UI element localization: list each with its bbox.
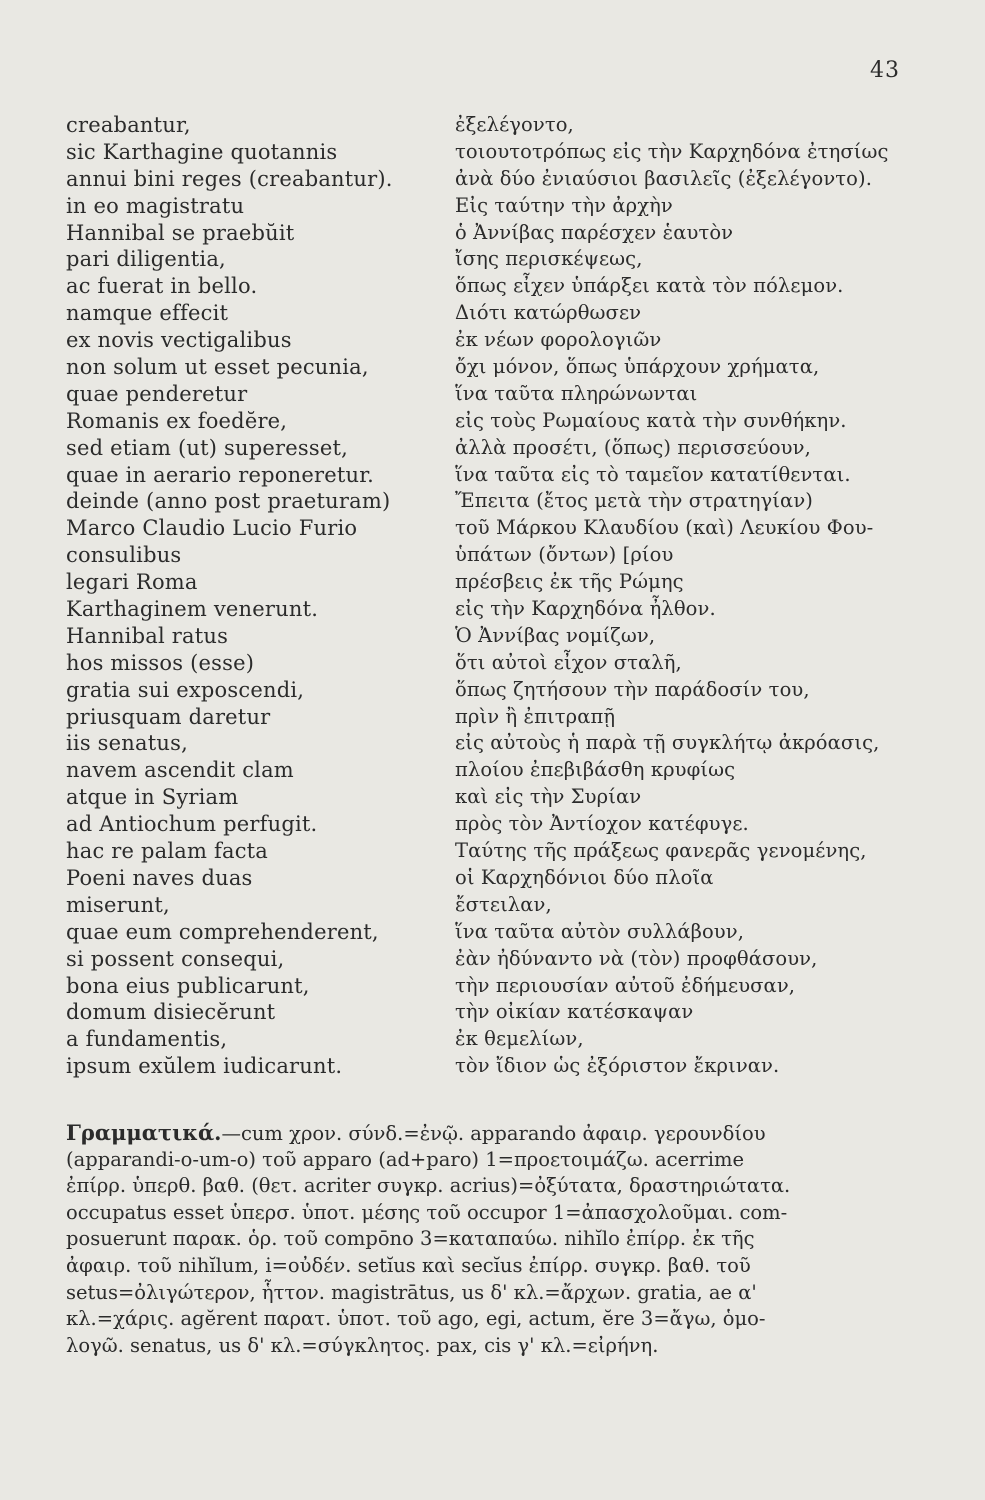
greek-line: ἐὰν ἠδύναντο νὰ (τὸν) προφθάσουν, — [455, 946, 818, 970]
latin-line: bona eius publicarunt, — [66, 973, 310, 998]
grammar-line — [66, 1120, 946, 1147]
latin-line: quae in aerario reponeretur. — [66, 462, 375, 487]
greek-line: πρὶν ἢ ἐπιτραπῇ — [455, 704, 616, 728]
greek-line: ἔστειλαν, — [455, 892, 552, 916]
latin-column — [66, 112, 436, 1080]
greek-line: ὁ Ἀννίβας παρέσχεν ἑαυτὸν — [455, 220, 734, 244]
grammar-line: setus=ὀλιγώτερον, ἧττον. magistrātus, us δ' κλ.=ἄρχων. gratia, ae α' — [66, 1280, 757, 1304]
greek-line: τὴν οἰκίαν κατέσκαψαν — [455, 1000, 694, 1024]
latin-line: Poeni naves duas — [66, 865, 253, 890]
greek-line: Διότι κατώρθωσεν — [455, 301, 642, 325]
latin-line: Karthaginem venerunt. — [66, 597, 319, 622]
greek-line: ὄχι μόνον, ὅπως ὑπάρχουν χρήματα, — [455, 355, 820, 379]
greek-line: ἐξελέγοντο, — [455, 113, 574, 136]
latin-line: iis senatus, — [66, 731, 188, 756]
greek-line: τοιουτοτρόπως εἰς τὴν Καρχηδόνα ἐτησίως — [455, 139, 889, 163]
latin-line: Hannibal ratus — [66, 623, 229, 648]
greek-line: ὅπως εἶχεν ὑπάρξει κατὰ τὸν πόλεμον. — [455, 274, 844, 298]
latin-line: namque effecit — [66, 301, 229, 326]
greek-line: εἰς τὴν Καρχηδόνα ἦλθον. — [455, 597, 716, 621]
latin-line: gratia sui exposcendi, — [66, 677, 305, 702]
greek-line: πλοίου ἐπεβιβάσθη κρυφίως — [455, 758, 736, 782]
latin-line: ad Antiochum perfugit. — [66, 812, 318, 837]
greek-line: Ταύτης τῆς πράξεως φανερᾶς γενομένης, — [455, 839, 867, 863]
greek-line: εἰς αὐτοὺς ἡ παρὰ τῇ συγκλήτῳ ἀκρόασις, — [455, 731, 880, 755]
greek-line: Ἔπειτα (ἔτος μετὰ τὴν στρατηγίαν) — [455, 489, 813, 513]
latin-line: sed etiam (ut) superesset, — [66, 435, 348, 460]
greek-line: Ὁ Ἀννίβας νομίζων, — [455, 623, 656, 647]
latin-line: hos missos (esse) — [66, 650, 255, 675]
latin-line: consulibus — [66, 543, 182, 568]
latin-line: pari diligentia, — [66, 247, 226, 272]
grammar-line: λογῶ. senatus, us δ' κλ.=σύγκλητος. pax, cis γ' κλ.=εἰρήνη. — [66, 1333, 659, 1357]
grammar-heading: Γραμματικά. — [66, 1120, 222, 1145]
greek-line: ὅπως ζητήσουν τὴν παράδοσίν του, — [455, 677, 810, 701]
latin-line: deinde (anno post praeturam) — [66, 489, 391, 514]
greek-line: ἵνα ταῦτα εἰς τὸ ταμεῖον κατατίθενται. — [455, 462, 851, 486]
latin-line: quae penderetur — [66, 381, 248, 406]
greek-line: πρὸς τὸν Ἀντίοχον κατέφυγε. — [455, 812, 749, 836]
latin-line: priusquam daretur — [66, 704, 271, 729]
greek-line: ὅτι αὐτοὶ εἶχον σταλῆ, — [455, 650, 682, 674]
grammar-line: κλ.=χάρις. agĕrent παρατ. ὑποτ. τοῦ ago, egi, actum, ĕre 3=ἄγω, ὁμο- — [66, 1307, 766, 1331]
latin-line: si possent consequi, — [66, 946, 285, 971]
grammar-line: posuerunt παρακ. ὁρ. τοῦ compōno 3=καταπαύω. nihĭlo ἐπίρρ. ἐκ τῆς — [66, 1227, 755, 1251]
latin-line: navem ascendit clam — [66, 758, 294, 783]
latin-line: ex novis vectigalibus — [66, 328, 292, 353]
latin-line: a fundamentis, — [66, 1027, 228, 1052]
latin-line: hac re palam facta — [66, 839, 269, 864]
greek-line: ἐκ νέων φορολογιῶν — [455, 328, 662, 352]
latin-line: quae eum comprehenderent, — [66, 919, 379, 944]
latin-line: creabantur, — [66, 113, 191, 137]
greek-line: οἱ Καρχηδόνιοι δύο πλοῖα — [455, 865, 714, 889]
grammar-line: occupatus esset ὑπερσ. ὑποτ. μέσης τοῦ occupor 1=ἀπασχολοῦμαι. com- — [66, 1200, 788, 1224]
greek-line: ἴσης περισκέψεως, — [455, 247, 643, 271]
greek-line: ἵνα ταῦτα πληρώνωνται — [455, 381, 698, 405]
greek-line: εἰς τοὺς Ρωμαίους κατὰ τὴν συνθήκην. — [455, 408, 847, 432]
grammar-notes — [66, 1120, 946, 1359]
latin-line: atque in Syriam — [66, 785, 239, 810]
latin-line: annui bini reges (creabantur). — [66, 166, 393, 191]
latin-line: Hannibal se praebŭit — [66, 220, 295, 245]
greek-line: ἐκ θεμελίων, — [455, 1027, 584, 1051]
grammar-line: ἐπίρρ. ὑπερθ. βαθ. (θετ. acriter συγκρ. acrius)=ὀξύτατα, δραστηριώτατα. — [66, 1174, 791, 1198]
latin-line: in eo magistratu — [66, 193, 245, 218]
greek-column — [455, 112, 955, 1080]
greek-line: ἵνα ταῦτα αὐτὸν συλλάβουν, — [455, 919, 745, 943]
latin-line: miserunt, — [66, 892, 170, 917]
greek-line: ὑπάτων (ὄντων) [ρίου — [455, 543, 674, 567]
page-number: 43 — [870, 58, 900, 83]
latin-line: ipsum exŭlem iudicarunt. — [66, 1054, 343, 1079]
greek-line: ἀλλὰ προσέτι, (ὅπως) περισσεύουν, — [455, 435, 811, 459]
grammar-line: ἀφαιρ. τοῦ nihĭlum, i=οὐδέν. setĭus καὶ secĭus ἐπίρρ. συγκρ. βαθ. τοῦ — [66, 1253, 751, 1277]
latin-line: Marco Claudio Lucio Furio — [66, 516, 358, 541]
latin-line: sic Karthagine quotannis — [66, 139, 338, 164]
greek-line: τὴν περιουσίαν αὐτοῦ ἐδήμευσαν, — [455, 973, 796, 997]
greek-line: ἀνὰ δύο ἐνιαύσιοι βασιλεῖς (ἐξελέγοντο). — [455, 166, 873, 190]
greek-line: καὶ εἰς τὴν Συρίαν — [455, 785, 642, 809]
latin-line: legari Roma — [66, 570, 198, 595]
grammar-first-line: —cum χρον. σύνδ.=ἐνῷ. apparando ἀφαιρ. γερουνδίου — [221, 1122, 766, 1145]
greek-line: τὸν ἴδιον ὡς ἐξόριστον ἔκριναν. — [455, 1054, 780, 1078]
greek-line: Εἰς ταύτην τὴν ἀρχὴν — [455, 193, 673, 217]
latin-line: Romanis ex foedĕre, — [66, 408, 288, 433]
latin-line: domum disiecĕrunt — [66, 1000, 276, 1025]
latin-line: ac fuerat in bello. — [66, 274, 258, 299]
latin-line: non solum ut esset pecunia, — [66, 355, 369, 380]
greek-line: τοῦ Μάρκου Κλαυδίου (καὶ) Λευκίου Φου- — [455, 516, 874, 540]
greek-line: πρέσβεις ἐκ τῆς Ρώμης — [455, 570, 684, 594]
grammar-line: (apparandi-o-um-o) τοῦ apparo (ad+paro) 1=προετοιμάζω. acerrime — [66, 1147, 744, 1171]
